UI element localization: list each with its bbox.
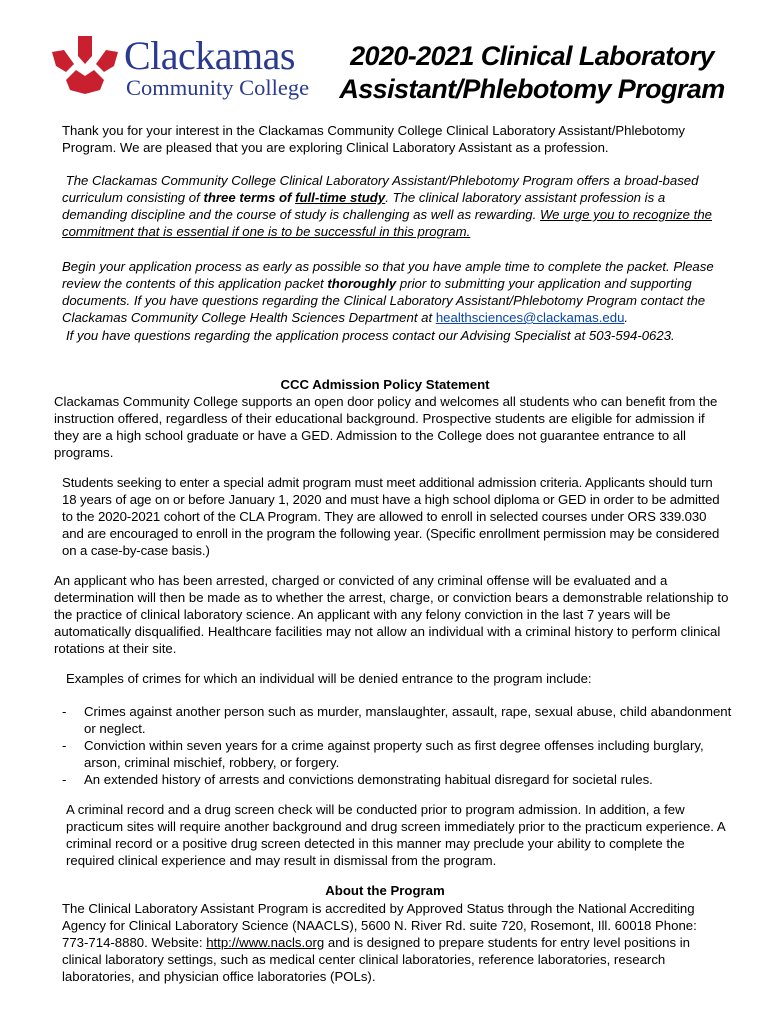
list-item-text: An extended history of arrests and convictions demonstrating habitual disregard for societal rules. (84, 772, 653, 787)
admission-heading: CCC Admission Policy Statement (280, 377, 490, 392)
college-logo (52, 34, 312, 100)
admission-p5-text: A criminal record and a drug screen check will be conducted prior to program admission. In addition, a few practicum sites will require another background and drug screen immediately prior to the practicum experience. A criminal record or a positive drug screen detected in this manner may preclude your ability to complete the required clinical experience and may result in dismissal from the program. (66, 802, 725, 868)
list-item: - Crimes against another person such as murder, manslaughter, assault, rape, sexual abuse, child abandonment or neglect. (62, 704, 732, 736)
naacls-website-link[interactable]: http://www.nacls.org (206, 935, 325, 950)
page-title (322, 40, 742, 106)
intro-p4-text: If you have questions regarding the application process contact our Advising Specialist at 503-594-0623. (66, 328, 675, 343)
intro-p2-c: full-time study (295, 190, 386, 205)
intro-p1-text: Thank you for your interest in the Clackamas Community College Clinical Laboratory Assistant/Phlebotomy Program. We are pleased that you are exploring Clinical Laboratory Assistant as a profession. (62, 123, 686, 155)
list-item: - An extended history of arrests and convictions demonstrating habitual disregard for societal rules. (62, 772, 653, 787)
intro-p2-d: . The clinical laboratory assistant profession is a demanding discipline and the course of study is challenging as well as rewarding. (62, 190, 666, 222)
about-p1-b: and is designed to prepare students for entry level positions in clinical laboratory settings, such as medical center clinical laboratories, reference laboratories, research laboratories, and physician office laboratories (POLs). (62, 935, 691, 984)
admission-paragraph-2 (62, 474, 726, 559)
admission-p1-text: Clackamas Community College supports an open door policy and welcomes all students who can benefit from the instruction offered, regardless of their educational background. Prospective students are eligible for admission if they are a high school graduate or have a GED. Admission to the College does not guarantee entrance to all programs. (54, 394, 718, 460)
intro-p3-a: Begin your application process as early as possible so that you have ample time to complete the packet. Please review the contents of this application packet (62, 259, 714, 291)
intro-paragraph-3 (62, 258, 726, 326)
background-check-paragraph (66, 801, 730, 869)
intro-paragraph-2 (62, 172, 726, 240)
ccc-logo-icon (52, 36, 118, 98)
intro-p3-b: thoroughly (327, 276, 397, 291)
admission-p3-text: An applicant who has been arrested, charged or convicted of any criminal offense will be evaluated and a determination will then be made as to whether the arrest, charge, or conviction bears a demonstrable relationship to the practice of clinical laboratory science. An applicant with any felony conviction in the last 7 years will be automatically disqualified. Healthcare facilities may not allow an individual with a criminal history to perform clinical rotations at their site. (54, 573, 729, 656)
title-line-1: 2020-2021 Clinical Laboratory (350, 41, 714, 71)
intro-p3-d: . (624, 310, 629, 325)
intro-paragraph-1 (62, 122, 722, 156)
admission-p4-text: Examples of crimes for which an individual will be denied entrance to the program include: (66, 671, 592, 686)
admission-p2-text: Students seeking to enter a special admit program must meet additional admission criteria. Applicants should turn 18 years of age on or before January 1, 2020 and must have a high school diploma or GED in order to be admitted to the 2020-2021 cohort of the CLA Program. They are allowed to enroll in selected courses under ORS 339.030 and are encouraged to enroll in the program the following year. (Specific enrollment permission may be considered on a case-by-case basis.) (62, 475, 720, 558)
criminal-policy-paragraph (54, 572, 744, 657)
health-sciences-email-link[interactable]: healthsciences@clackamas.edu (435, 310, 625, 325)
admission-paragraph-1 (54, 393, 718, 461)
crime-examples-intro (66, 670, 726, 687)
about-paragraph (62, 900, 726, 985)
intro-paragraph-4 (66, 327, 726, 344)
list-item-text: Crimes against another person such as murder, manslaughter, assault, rape, sexual abuse, child abandonment or neglect. (84, 704, 732, 736)
logo-college-subtitle: Community College (126, 75, 310, 100)
list-item: - Conviction within seven years for a crime against property such as first degree offenses including burglary, arson, criminal mischief, robbery, or forgery. (62, 738, 704, 770)
crime-examples-list (62, 703, 734, 788)
list-item-text: Conviction within seven years for a crime against property such as first degree offenses including burglary, arson, criminal mischief, robbery, or forgery. (84, 738, 704, 770)
intro-p2-e: We urge you to recognize the commitment that is essential if one is to be successful in this program. (62, 207, 712, 239)
about-p1-a: The Clinical Laboratory Assistant Program is accredited by Approved Status through the National Accrediting Agency for Clinical Laboratory Science (NAACLS), 5600 N. River Rd. suite 720, Rosemont, Ill. 60018 Phone: 773-714-8880. Website: (62, 901, 697, 950)
logo-college-name: Clackamas (124, 33, 295, 78)
intro-p2-a: The Clackamas Community College Clinical Laboratory Assistant/Phlebotomy Program offers a broad-based curriculum consisting of (62, 173, 699, 205)
intro-p3-c: prior to submitting your application and supporting documents. If you have questions regarding the Clinical Laboratory Assistant/Phlebotomy Program contact the Clackamas Community College Health Sciences Department at (62, 276, 706, 325)
title-line-2: Assistant/Phlebotomy Program (339, 74, 725, 104)
about-heading: About the Program (325, 883, 445, 898)
intro-p2-b: three terms of (203, 190, 296, 205)
